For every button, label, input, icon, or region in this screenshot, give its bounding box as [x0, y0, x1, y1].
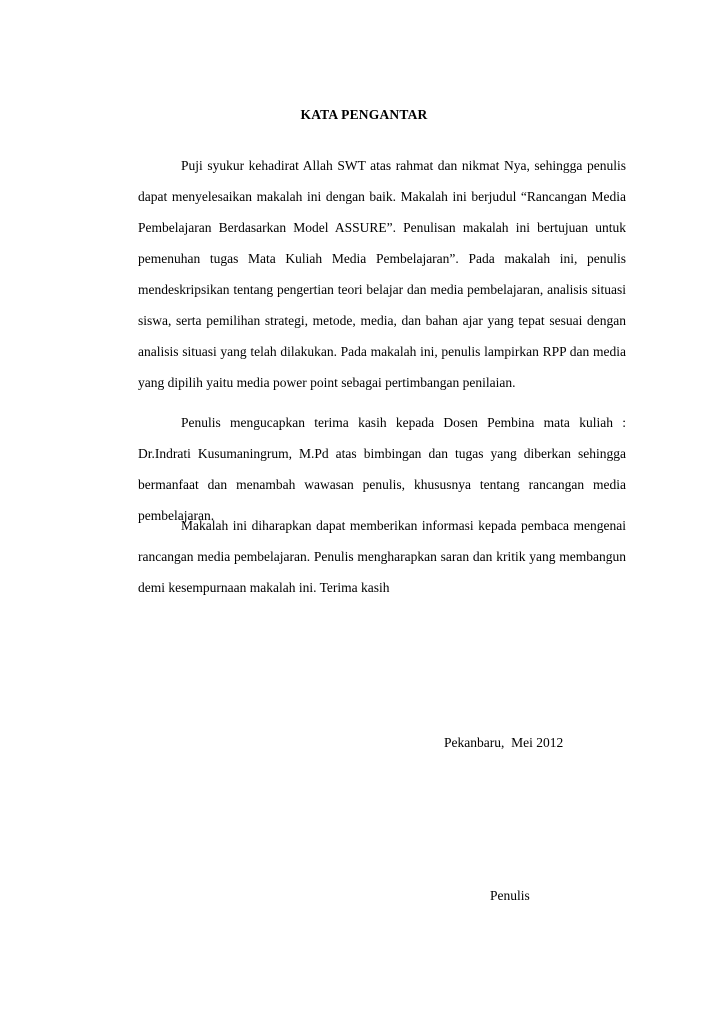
- signer-label: Penulis: [490, 888, 530, 903]
- page-title: KATA PENGANTAR: [300, 107, 428, 122]
- paragraph-opening: Puji syukur kehadirat Allah SWT atas rahmat dan nikmat Nya, sehingga penulis dapat menyelesaikan makalah ini dengan baik. Makalah ini berjudul “Rancangan Media Pembelajaran Berdasarkan Model ASSURE”. Penulisan makalah ini bertujuan untuk pemenuhan tugas Mata Kuliah Media Pembelajaran”. Pada makalah ini, penulis mendeskripsikan tentang pengertian teori belajar dan media pembelajaran, analisis situasi siswa, serta pemilihan strategi, metode, media, dan bahan ajar yang tepat sesuai dengan analisis situasi yang telah dilakukan. Pada makalah ini, penulis lampirkan RPP dan media yang dipilih yaitu media power point sebagai pertimbangan penilaian.: [138, 158, 626, 390]
- paragraph-closing: Makalah ini diharapkan dapat memberikan informasi kepada pembaca mengenai rancangan media pembelajaran. Penulis mengharapkan saran dan kritik yang membangun demi kesempurnaan makalah ini. Terima kasih: [138, 518, 626, 595]
- place-date: Pekanbaru, Mei 2012: [444, 735, 564, 750]
- paragraph-acknowledgement: Penulis mengucapkan terima kasih kepada Dosen Pembina mata kuliah : Dr.Indrati Kusumaningrum, M.Pd atas bimbingan dan tugas yang diberkan sehingga bermanfaat dan menambah wawasan penulis, khususnya tentang rancangan media pembelajaran.: [138, 415, 626, 523]
